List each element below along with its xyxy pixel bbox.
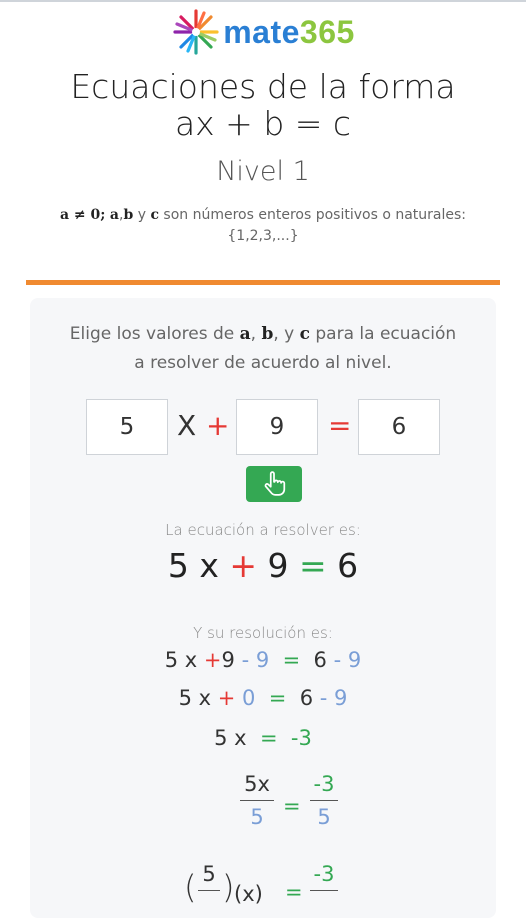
s1-b: 9 bbox=[221, 648, 235, 672]
instr-part1: Elige los valores de bbox=[69, 324, 235, 344]
input-a[interactable] bbox=[86, 399, 168, 455]
s5-num-left: 5 bbox=[202, 862, 216, 886]
s3-lhs: 5 x bbox=[214, 726, 247, 750]
s5-paren-open: ( bbox=[184, 868, 197, 906]
s4-bar-right bbox=[310, 800, 338, 801]
s1-b2: 9 bbox=[255, 648, 270, 672]
logo-text-365: 365 bbox=[299, 13, 355, 50]
s1-lhs: 5 x bbox=[164, 648, 198, 672]
title-line-1: Ecuaciones de la forma bbox=[70, 67, 456, 106]
section-divider bbox=[26, 280, 500, 285]
s1-minus2: - bbox=[333, 648, 342, 672]
pointing-hand-icon bbox=[261, 471, 287, 497]
desc-var-a: a bbox=[109, 207, 119, 223]
s4-num-left: 5x bbox=[244, 772, 270, 796]
resolution-step-1 bbox=[30, 648, 496, 672]
s5-left-fraction bbox=[198, 860, 220, 893]
eq-b: 9 bbox=[267, 546, 289, 585]
s5-bar-left bbox=[198, 890, 220, 891]
resolution-label: Y su resolución es: bbox=[193, 624, 333, 642]
s2-equals: = bbox=[268, 686, 287, 710]
instr-a: a bbox=[239, 324, 251, 344]
s4-equals: = bbox=[283, 794, 301, 818]
s5-paren-close: ) bbox=[222, 868, 235, 906]
s1-c: 6 bbox=[313, 648, 327, 672]
desc-var-b: b bbox=[123, 207, 134, 223]
s5-right-fraction bbox=[310, 860, 338, 893]
page-title bbox=[0, 68, 526, 142]
s4-bar-left bbox=[240, 800, 274, 801]
level-description: a ≠ 0; a,b y c son números enteros positivos o naturales: {1,2,3,...} bbox=[59, 207, 466, 244]
s5-bar-right bbox=[310, 890, 338, 891]
desc-a-nonzero: a ≠ 0; bbox=[59, 207, 106, 223]
symbol-equals: = bbox=[328, 409, 352, 442]
s4-den-right: 5 bbox=[317, 805, 331, 829]
eq-plus: + bbox=[229, 546, 258, 585]
s2-c: 6 bbox=[299, 686, 314, 710]
instructions: Elige los valores de a, b, y c para la ecuación a resolver de acuerdo al nivel. bbox=[69, 324, 457, 373]
instr-c: c bbox=[299, 324, 310, 344]
s2-lhs: 5 x bbox=[178, 686, 212, 710]
desc-var-c: c bbox=[150, 207, 159, 223]
instr-line2: a resolver de acuerdo al nivel. bbox=[134, 353, 392, 373]
instr-y: y bbox=[284, 324, 295, 344]
s1-minus: - bbox=[241, 648, 250, 672]
equation-label: La ecuación a resolver es: bbox=[165, 521, 361, 539]
logo-text bbox=[223, 14, 355, 51]
instr-part2: para la ecuación bbox=[315, 324, 457, 344]
title-line-2: ax + b = c bbox=[174, 104, 352, 143]
s4-left-fraction bbox=[240, 770, 274, 831]
s5-num-right: -3 bbox=[313, 862, 335, 886]
input-c[interactable] bbox=[358, 399, 440, 455]
desc-text: son números enteros positivos o naturales: bbox=[163, 207, 466, 223]
equation-display bbox=[30, 546, 496, 585]
s1-equals: = bbox=[282, 648, 301, 672]
logo-text-mate: mate bbox=[223, 13, 300, 50]
s2-plus: + bbox=[217, 686, 236, 710]
s1-plus: + bbox=[203, 648, 222, 672]
desc-set: {1,2,3,...} bbox=[227, 228, 299, 244]
s2-zero: 0 bbox=[242, 686, 256, 710]
top-divider bbox=[0, 0, 526, 2]
s5-x: (x) bbox=[234, 882, 263, 906]
s1-b3: 9 bbox=[347, 648, 362, 672]
s2-minus: - bbox=[319, 686, 328, 710]
desc-y: y bbox=[137, 207, 146, 223]
s2-b: 9 bbox=[334, 686, 348, 710]
symbol-plus: + bbox=[206, 409, 230, 442]
eq-x: x bbox=[199, 546, 219, 585]
level-title: Nivel 1 bbox=[216, 156, 310, 187]
resolution-step-3 bbox=[30, 726, 496, 750]
symbol-x: X bbox=[177, 409, 197, 442]
s5-equals: = bbox=[285, 880, 303, 904]
s4-right-fraction bbox=[310, 770, 338, 831]
solve-button[interactable] bbox=[246, 466, 302, 502]
eq-c: 6 bbox=[337, 546, 359, 585]
s4-num-right: -3 bbox=[313, 772, 335, 796]
s3-rhs: -3 bbox=[290, 726, 312, 750]
instr-b: b bbox=[261, 324, 274, 344]
s4-den-left: 5 bbox=[250, 805, 264, 829]
eq-a: 5 bbox=[167, 546, 189, 585]
s3-equals: = bbox=[259, 726, 278, 750]
input-b[interactable] bbox=[236, 399, 318, 455]
eq-equals: = bbox=[299, 546, 327, 585]
resolution-step-2 bbox=[30, 686, 496, 710]
logo-icon bbox=[171, 7, 221, 57]
logo bbox=[0, 8, 526, 56]
